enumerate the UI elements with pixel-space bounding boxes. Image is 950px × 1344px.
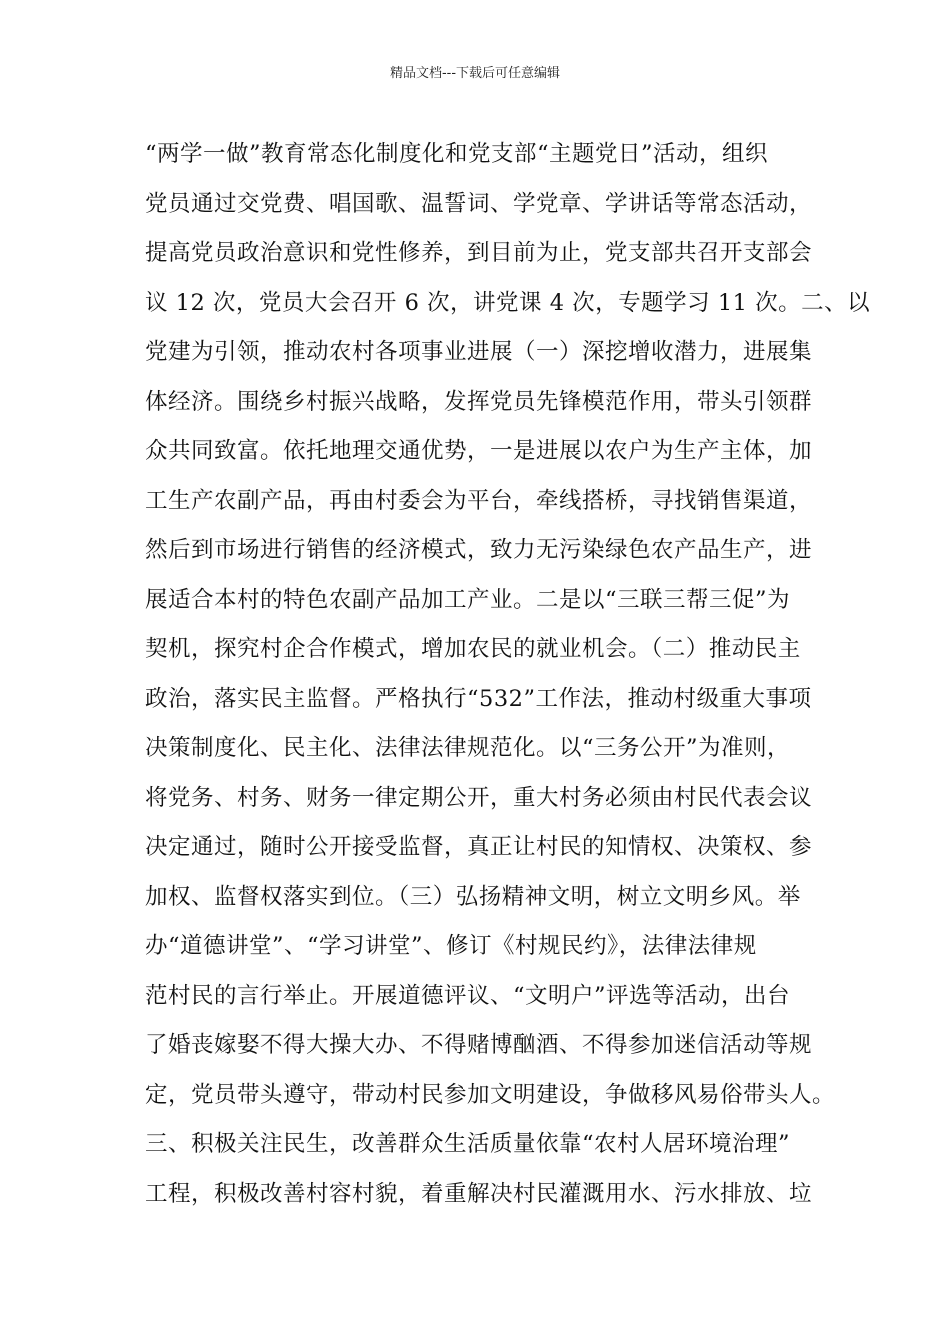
text-line: 契机，探究村企合作模式，增加农民的就业机会。（二）推动民主 [145,636,801,662]
text-line: 众共同致富。依托地理交通优势，一是进展以农户为生产主体，加 [145,438,813,464]
text-line: 三、积极关注民生，改善群众生活质量依靠“农村人居环境治理” [145,1131,791,1157]
text-line: 工生产农副产品，再由村委会为平台，牵线搭桥，寻找销售渠道， [145,487,813,514]
text-line: 议 12 次，党员大会召开 6 次，讲党课 4 次，专题学习 11 次。二、以 [145,289,871,316]
text-line: 展适合本村的特色农副产品加工产业。二是以“三联三帮三促”为 [145,586,791,613]
text-line: 加权、监督权落实到位。（三）弘扬精神文明，树立文明乡风。举 [145,883,801,910]
text-line: 定，党员带头遵守，带动村民参加文明建设，争做移风易俗带头人。 [145,1081,836,1108]
text-line: 政治，落实民主监督。严格执行“532”工作法，推动村级重大事项 [145,685,812,712]
text-line: 决定通过，随时公开接受监督，真正让村民的知情权、决策权、参 [145,834,813,860]
text-line: 了婚丧嫁娶不得大操大办、不得赌博酗酒、不得参加迷信活动等规 [145,1032,813,1058]
document-body [145,130,871,1219]
text-line: “两学一做”教育常态化制度化和党支部“主题党日”活动，组织 [145,141,769,167]
text-line: 办“道德讲堂”、“学习讲堂”、修订《村规民约》，法律法律规 [145,933,757,959]
text-line: 体经济。围绕乡村振兴战略，发挥党员先锋模范作用，带头引领群 [145,388,813,415]
text-line: 党建为引领，推动农村各项事业进展（一）深挖增收潜力，进展集 [145,339,813,365]
text-line: 提高党员政治意识和党性修养，到目前为止，党支部共召开支部会 [145,240,813,266]
text-line: 范村民的言行举止。开展道德评议、“文明户”评选等活动，出台 [145,982,791,1009]
page-header: 精品文档---下载后可任意编辑 [389,66,561,81]
text-line: 党员通过交党费、唱国歌、温誓词、学党章、学讲话等常态活动， [145,190,813,217]
text-line: 决策制度化、民主化、法律法律规范化。以“三务公开”为准则， [145,735,791,761]
text-line: 工程，积极改善村容村貌，着重解决村民灌溉用水、污水排放、垃 [145,1180,813,1207]
text-line: 然后到市场进行销售的经济模式，致力无污染绿色农产品生产，进 [145,537,813,563]
text-line: 将党务、村务、财务一律定期公开，重大村务必须由村民代表会议 [145,784,813,811]
